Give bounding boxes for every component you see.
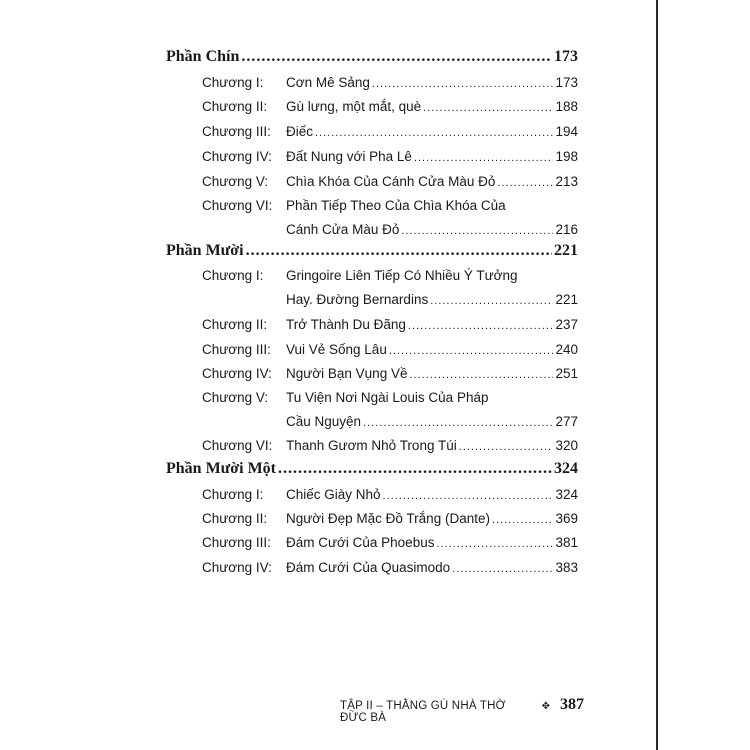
part-title: Phần Chín [166, 48, 240, 65]
chapter-page: 194 [555, 124, 578, 139]
toc-entry [202, 487, 578, 509]
part-heading [166, 48, 578, 70]
leader-dots [383, 487, 554, 502]
leader-dots [241, 48, 552, 66]
toc-entry [202, 366, 578, 388]
chapter-page: 198 [555, 149, 578, 164]
toc-entry [202, 124, 578, 146]
chapter-title: Cơn Mê Sảng [286, 75, 370, 90]
leader-dots [401, 222, 553, 237]
chapter-number: Chương III: [202, 535, 271, 550]
chapter-number: Chương IV: [202, 560, 272, 575]
chapter-number: Chương I: [202, 75, 264, 90]
chapter-number: Chương I: [202, 268, 264, 283]
leader-dots [452, 560, 553, 575]
chapter-title: Gù lưng, một mắt, què [286, 99, 422, 114]
part-heading [166, 460, 578, 482]
chapter-number: Chương VI: [202, 438, 273, 453]
toc-entry [202, 99, 578, 121]
leader-dots [409, 366, 553, 381]
chapter-number: Chương VI: [202, 198, 273, 213]
chapter-number: Chương III: [202, 124, 271, 139]
toc-entry [202, 75, 578, 97]
chapter-page: 237 [555, 317, 578, 332]
chapter-title: Tu Viện Nơi Ngài Louis Của Pháp [286, 390, 489, 405]
chapter-title: Chiếc Giày Nhỏ [286, 487, 381, 502]
chapter-title: Người Đẹp Mặc Đồ Trắng (Dante) [286, 511, 490, 526]
running-title: TẬP II – THẰNG GÙ NHÀ THỜ ĐỨC BÀ [340, 700, 506, 724]
chapter-number: Chương V: [202, 390, 269, 405]
page-edge-line [656, 0, 658, 750]
leader-dots [372, 75, 554, 90]
chapter-title: Điếc [286, 124, 314, 139]
chapter-title: Người Bạn Vụng Về [286, 366, 408, 381]
leader-dots [389, 342, 554, 357]
chapter-page: 383 [555, 560, 578, 575]
chapter-page: 213 [555, 174, 578, 189]
chapter-title: Vui Vẻ Sống Lâu [286, 342, 387, 357]
toc-entry [202, 438, 578, 460]
toc-entry [202, 198, 578, 244]
part-page: 221 [554, 242, 578, 259]
chapter-title: Đám Cưới Của Phoebus [286, 535, 435, 550]
toc-entry [202, 390, 578, 436]
chapter-number: Chương II: [202, 511, 268, 526]
page-footer [340, 696, 584, 724]
toc-entry [202, 174, 578, 196]
chapter-page: 188 [555, 99, 578, 114]
chapter-number: Chương V: [202, 174, 269, 189]
toc-entry [202, 149, 578, 171]
chapter-title: Trở Thành Du Đãng [286, 317, 406, 332]
chapter-title: Phần Tiếp Theo Của Chìa Khóa Của [286, 198, 506, 213]
leader-dots [246, 242, 552, 260]
page-number: 387 [560, 696, 584, 713]
leader-dots [497, 174, 553, 189]
chapter-number: Chương I: [202, 487, 264, 502]
chapter-title-continued: Hay. Đường Bernardins [286, 292, 429, 307]
chapter-page: 369 [555, 511, 578, 526]
chapter-page: 320 [555, 438, 578, 453]
chapter-title-continued: Cánh Cửa Màu Đỏ [286, 222, 400, 237]
chapter-page: 240 [555, 342, 578, 357]
leader-dots [278, 460, 552, 478]
chapter-page: 173 [555, 75, 578, 90]
part-title: Phần Mười Một [166, 460, 277, 477]
chapter-title: Đám Cưới Của Quasimodo [286, 560, 451, 575]
toc-entry [202, 511, 578, 533]
chapter-title: Đất Nung với Pha Lê [286, 149, 412, 164]
chapter-page: 221 [555, 292, 578, 307]
chapter-number: Chương II: [202, 99, 268, 114]
part-heading [166, 242, 578, 264]
toc-entry [202, 268, 578, 314]
part-page: 324 [554, 460, 578, 477]
chapter-number: Chương IV: [202, 149, 272, 164]
toc-entry [202, 535, 578, 557]
chapter-title: Chìa Khóa Của Cánh Cửa Màu Đỏ [286, 174, 496, 189]
chapter-page: 251 [555, 366, 578, 381]
chapter-title: Thanh Gươm Nhỏ Trong Túi [286, 438, 457, 453]
chapter-number: Chương III: [202, 342, 271, 357]
leader-dots [436, 535, 553, 550]
leader-dots [315, 124, 553, 139]
chapter-title: Gringoire Liên Tiếp Có Nhiều Ý Tưởng [286, 268, 518, 283]
chapter-title-continued: Cầu Nguyện [286, 414, 362, 429]
leader-dots [414, 149, 554, 164]
leader-dots [408, 317, 554, 332]
part-page: 173 [554, 48, 578, 65]
leader-dots [423, 99, 553, 114]
chapter-number: Chương II: [202, 317, 268, 332]
ornament-icon: ✥ [541, 701, 550, 712]
toc-entry [202, 560, 578, 582]
leader-dots [363, 414, 553, 429]
chapter-page: 324 [555, 487, 578, 502]
toc-entry [202, 342, 578, 364]
toc-entry [202, 317, 578, 339]
chapter-page: 381 [555, 535, 578, 550]
leader-dots [492, 511, 554, 526]
leader-dots [459, 438, 554, 453]
part-title: Phần Mười [166, 242, 244, 259]
leader-dots [430, 292, 553, 307]
chapter-page: 277 [555, 414, 578, 429]
chapter-number: Chương IV: [202, 366, 272, 381]
chapter-page: 216 [555, 222, 578, 237]
